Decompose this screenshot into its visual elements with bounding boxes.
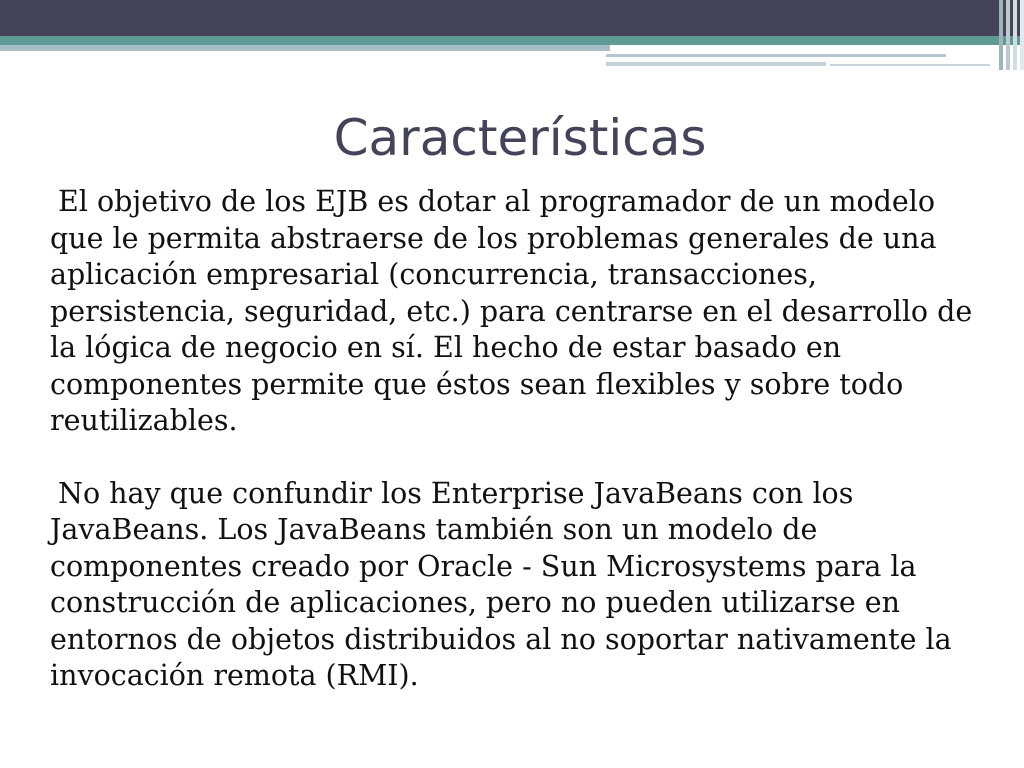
corner-bar: [999, 0, 1003, 70]
header-band-light: [0, 45, 610, 51]
slide-body: [50, 184, 996, 695]
body-paragraph: El objetivo de los EJB es dotar al programador de un modelo que le permita abstraerse de los problemas generales de una aplicación empresarial (concurrencia, transacciones, persistencia, seguridad, etc.) para centrarse en el desarrollo de la lógica de negocio en sí. El hecho de estar basado en componentes permite que éstos sean flexibles y sobre todo reutilizables.: [50, 185, 973, 437]
body-paragraph: No hay que confundir los Enterprise JavaBeans con los JavaBeans. Los JavaBeans también son un modelo de componentes creado por Oracle - Sun Microsystems para la construcción de aplicaciones, pero no pueden utilizarse en entornos de objetos distribuidos al no soportar nativamente la invocación remota (RMI).: [50, 476, 952, 692]
header-band-teal: [0, 36, 1024, 45]
corner-bar: [1013, 0, 1017, 70]
corner-bar: [1020, 0, 1024, 70]
corner-bar: [1006, 0, 1010, 70]
header-band-dark: [0, 0, 1024, 36]
corner-bars-decoration: [990, 0, 1024, 70]
header-stripe: [606, 62, 826, 66]
header-stripe: [606, 54, 946, 57]
slide-title: Características: [333, 109, 707, 167]
header-stripe: [830, 64, 990, 66]
